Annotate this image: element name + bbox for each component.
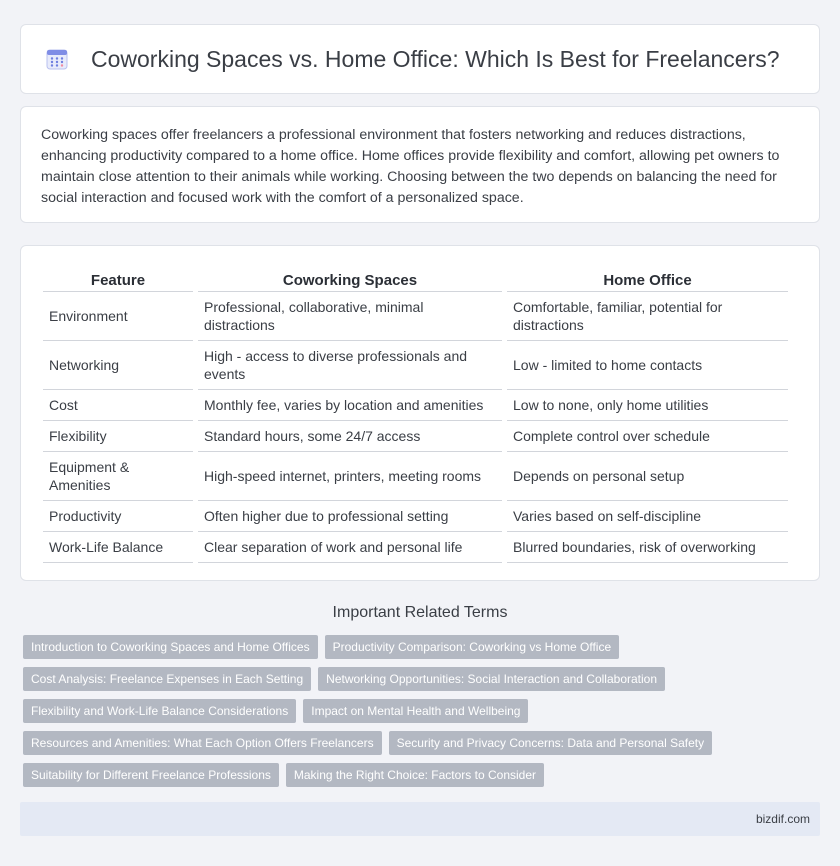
related-term-tag[interactable]: Productivity Comparison: Coworking vs Home Office — [325, 635, 620, 659]
related-term-tag[interactable]: Suitability for Different Freelance Professions — [23, 763, 279, 787]
table-row — [43, 341, 788, 390]
table-cell: Cost — [43, 390, 193, 421]
table-cell: Networking — [43, 341, 193, 390]
table-cell: Often higher due to professional setting — [198, 501, 502, 532]
calendar-grid-icon — [45, 47, 69, 71]
related-term-tag[interactable]: Making the Right Choice: Factors to Consider — [286, 763, 544, 787]
related-term-tag[interactable]: Networking Opportunities: Social Interaction and Collaboration — [318, 667, 665, 691]
table-row — [43, 501, 788, 532]
table-cell: Comfortable, familiar, potential for distractions — [507, 292, 788, 341]
related-term-tag[interactable]: Security and Privacy Concerns: Data and Personal Safety — [389, 731, 713, 755]
table-row — [43, 390, 788, 421]
table-cell: Varies based on self-discipline — [507, 501, 788, 532]
table-row — [43, 421, 788, 452]
page-title: Coworking Spaces vs. Home Office: Which Is Best for Freelancers? — [91, 45, 780, 72]
related-term-tag[interactable]: Introduction to Coworking Spaces and Home Offices — [23, 635, 318, 659]
table-cell: Clear separation of work and personal life — [198, 532, 502, 563]
comparison-table-card — [20, 245, 820, 581]
related-term-tag[interactable]: Impact on Mental Health and Wellbeing — [303, 699, 528, 723]
table-cell: Flexibility — [43, 421, 193, 452]
comparison-table — [38, 266, 793, 563]
column-header: Home Office — [507, 266, 788, 292]
related-term-tag[interactable]: Resources and Amenities: What Each Option Offers Freelancers — [23, 731, 382, 755]
related-term-tag[interactable]: Flexibility and Work-Life Balance Considerations — [23, 699, 296, 723]
intro-text: Coworking spaces offer freelancers a professional environment that fosters networking and reduces distractions, enhancing productivity compared to a home office. Home offices provide flexibility and comfort, allowing pet owners to maintain close attention to their animals while working. Choosing between the two depends on balancing the need for social interaction and focused work with the comfort of a personalized space. — [41, 127, 780, 206]
table-cell: Monthly fee, varies by location and amenities — [198, 390, 502, 421]
table-cell: Equipment & Amenities — [43, 452, 193, 501]
footer — [20, 802, 820, 836]
table-cell: Work-Life Balance — [43, 532, 193, 563]
table-cell: Low to none, only home utilities — [507, 390, 788, 421]
table-cell: Blurred boundaries, risk of overworking — [507, 532, 788, 563]
related-term-tag[interactable]: Cost Analysis: Freelance Expenses in Each Setting — [23, 667, 311, 691]
table-cell: Complete control over schedule — [507, 421, 788, 452]
table-cell: Environment — [43, 292, 193, 341]
table-cell: Low - limited to home contacts — [507, 341, 788, 390]
footer-brand-link[interactable]: bizdif.com — [755, 812, 810, 826]
table-row — [43, 532, 788, 563]
table-header-row — [43, 266, 788, 292]
related-terms-heading: Important Related Terms — [332, 604, 508, 621]
column-header: Feature — [43, 266, 193, 292]
intro-card — [20, 106, 820, 223]
table-cell: High-speed internet, printers, meeting rooms — [198, 452, 502, 501]
header-card — [20, 24, 820, 94]
related-terms-list — [23, 635, 813, 795]
column-header: Coworking Spaces — [198, 266, 502, 292]
table-row — [43, 452, 788, 501]
table-cell: Productivity — [43, 501, 193, 532]
table-cell: Professional, collaborative, minimal distractions — [198, 292, 502, 341]
table-cell: Standard hours, some 24/7 access — [198, 421, 502, 452]
table-cell: High - access to diverse professionals and events — [198, 341, 502, 390]
table-cell: Depends on personal setup — [507, 452, 788, 501]
table-row — [43, 292, 788, 341]
